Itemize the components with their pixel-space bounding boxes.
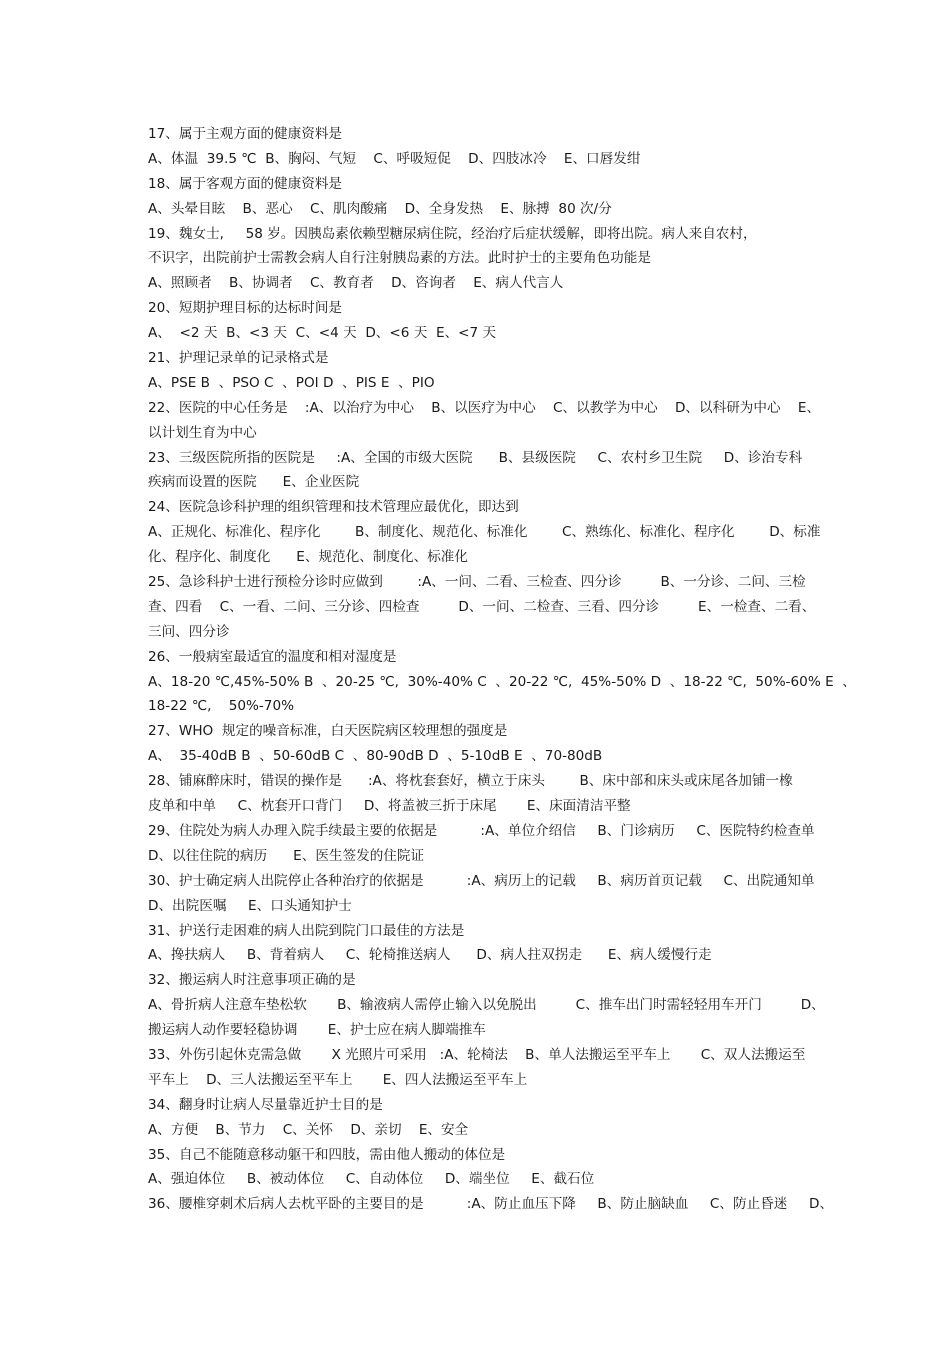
q28-line1: 28、铺麻醉床时，错误的操作是 :A、将枕套套好，横立于床头 B、床中部和床头或床尾各加铺一橡 <box>148 773 793 790</box>
q27-options: A、 35-40dB B 、50-60dB C 、80-90dB D 、5-10dB E 、70-80dB <box>148 748 603 765</box>
q32-options-line2: 搬运病人动作要轻稳协调 E、护士应在病人脚端推车 <box>148 1022 486 1039</box>
q31-options: A、搀扶病人 B、背着病人 C、轮椅推送病人 D、病人拄双拐走 E、病人缓慢行走 <box>148 947 712 964</box>
q19-options: A、照顾者 B、协调者 C、教育者 D、咨询者 E、病人代言人 <box>148 275 564 292</box>
q17-stem: 17、属于主观方面的健康资料是 <box>148 126 343 142</box>
q34-stem: 34、翻身时让病人尽量靠近护士目的是 <box>148 1096 383 1113</box>
q26-options-line1: A、18-20 ℃,45%-50% B 、20-25 ℃, 30%-40% C 、20-22 ℃, 45%-50% D 、18-22 ℃, 50%-60% E 、 <box>148 673 856 690</box>
q24-options-line1: A、正规化、标准化、程序化 B、制度化、规范化、标准化 C、熟练化、标准化、程序化 D、标准 <box>148 524 821 541</box>
q35-stem: 35、自己不能随意移动躯干和四肢，需由他人搬动的体位是 <box>148 1146 506 1163</box>
q33-line1: 33、外伤引起休克需急做 X 光照片可采用 :A、轮椅法 B、单人法搬运至平车上 C、双人法搬运至 <box>148 1046 806 1063</box>
q19-stem-line2: 不识字，出院前护士需教会病人自行注射胰岛素的方法。此时护士的主要角色功能是 <box>148 250 651 267</box>
q20-stem: 20、短期护理目标的达标时间是 <box>148 300 343 317</box>
q24-stem: 24、医院急诊科护理的组织管理和技术管理应最优化，即达到 <box>148 499 519 516</box>
document-page <box>148 122 870 1217</box>
q22-line1: 22、医院的中心任务是 :A、以治疗为中心 B、以医疗为中心 C、以教学为中心 D、以科研为中心 E、 <box>148 399 821 416</box>
q21-options: A、PSE B 、PSO C 、POI D 、PIS E 、PIO <box>148 374 435 391</box>
q29-line1: 29、住院处为病人办理入院手续最主要的依据是 :A、单位介绍信 B、门诊病历 C、医院特约检查单 <box>148 822 815 839</box>
q25-line1: 25、急诊科护士进行预检分诊时应做到 :A、一问、二看、三检查、四分诊 B、一分诊、二问、三检 <box>148 574 806 591</box>
q25-line2: 查、四看 C、一看、二问、三分诊、四检查 D、一问、二检查、三看、四分诊 E、一检查、二看、 <box>148 598 816 615</box>
q26-stem: 26、一般病室最适宜的温度和相对湿度是 <box>148 648 397 665</box>
q33-line2: 平车上 D、三人法搬运至平车上 E、四人法搬运至平车上 <box>148 1071 528 1088</box>
q36-line1: 36、腰椎穿刺术后病人去枕平卧的主要目的是 :A、防止血压下降 B、防止脑缺血 C、防止昏迷 D、 <box>148 1196 834 1213</box>
q19-stem-line1: 19、魏女士, 58 岁。因胰岛素依赖型糖尿病住院，经治疗后症状缓解，即将出院。病人来自农村， <box>148 225 757 242</box>
q32-options-line1: A、骨折病人注意车垫松软 B、输液病人需停止输入以免脱出 C、推车出门时需轻轻用车开门 D、 <box>148 997 825 1014</box>
q18-options: A、头晕目眩 B、恶心 C、肌肉酸痛 D、全身发热 E、脉搏 80 次/分 <box>148 200 612 217</box>
q28-line2: 皮单和中单 C、枕套开口背门 D、将盖被三折于床尾 E、床面清洁平整 <box>148 798 631 815</box>
q30-line1: 30、护士确定病人出院停止各种治疗的依据是 :A、病历上的记载 B、病历首页记载 C、出院通知单 <box>148 872 815 889</box>
q32-stem: 32、搬运病人时注意事项正确的是 <box>148 972 356 989</box>
q35-options: A、强迫体位 B、被动体位 C、自动体位 D、端坐位 E、截石位 <box>148 1171 595 1188</box>
q29-line2: D、以往住院的病历 E、医生签发的住院证 <box>148 847 425 864</box>
q22-line2: 以计划生育为中心 <box>148 424 257 441</box>
q24-options-line2: 化、程序化、制度化 E、规范化、制度化、标准化 <box>148 549 468 566</box>
q23-line2: 疾病而设置的医院 E、企业医院 <box>148 474 360 491</box>
q27-stem: 27、WHO 规定的噪音标准，白天医院病区较理想的强度是 <box>148 723 508 740</box>
q23-line1: 23、三级医院所指的医院是 :A、全国的市级大医院 B、县级医院 C、农村乡卫生院 D、诊治专科 <box>148 449 803 466</box>
q21-stem: 21、护理记录单的记录格式是 <box>148 350 329 367</box>
q30-line2: D、出院医嘱 E、口头通知护士 <box>148 897 352 914</box>
q26-options-line2: 18-22 ℃, 50%-70% <box>148 698 295 715</box>
q18-stem: 18、属于客观方面的健康资料是 <box>148 175 343 192</box>
q17-options: A、体温 39.5 ℃ B、胸闷、气短 C、呼吸短促 D、四肢冰冷 E、口唇发绀 <box>148 150 641 167</box>
q20-options: A、 <2 天 B、<3 天 C、<4 天 D、<6 天 E、<7 天 <box>148 325 497 342</box>
q34-options: A、方便 B、节力 C、关怀 D、亲切 E、安全 <box>148 1121 469 1138</box>
q31-stem: 31、护送行走困难的病人出院到院门口最佳的方法是 <box>148 922 465 939</box>
q25-line3: 三问、四分诊 <box>148 623 230 640</box>
